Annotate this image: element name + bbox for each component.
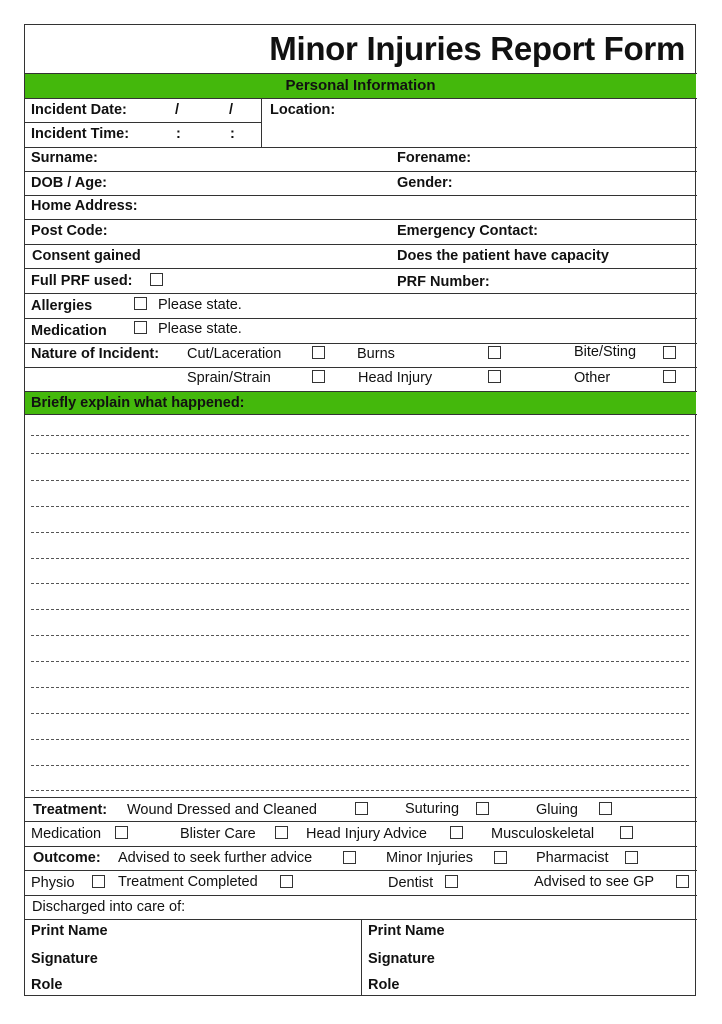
outcome-option-label: Physio	[31, 875, 75, 891]
treatment-option-label: Wound Dressed and Cleaned	[127, 802, 317, 818]
nature-option-label: Head Injury	[358, 370, 433, 386]
musculoskeletal-checkbox[interactable]	[620, 826, 633, 839]
medication-treatment-checkbox[interactable]	[115, 826, 128, 839]
gender-label: Gender:	[397, 175, 453, 191]
outcome-option-label: Dentist	[388, 875, 434, 891]
consent-field[interactable]	[25, 244, 385, 268]
right-print-name-label: Print Name	[368, 923, 445, 939]
allergies-label: Allergies	[31, 298, 93, 314]
incident-time-field[interactable]	[25, 122, 261, 146]
medication-field[interactable]	[260, 318, 696, 343]
writing-line	[31, 435, 689, 436]
writing-line	[31, 661, 689, 662]
divider-line	[24, 870, 697, 871]
date-separator-1: /	[175, 102, 180, 118]
cut-laceration-checkbox[interactable]	[312, 346, 325, 359]
incident-date-label: Incident Date:	[31, 102, 127, 118]
emergency-contact-field[interactable]	[390, 219, 696, 244]
allergies-hint: Please state.	[158, 297, 242, 313]
writing-line	[31, 687, 689, 688]
dentist-checkbox[interactable]	[445, 875, 458, 888]
writing-line	[31, 713, 689, 714]
nature-option-label: Cut/Laceration	[187, 346, 282, 362]
surname-field[interactable]	[25, 147, 385, 171]
writing-line	[31, 453, 689, 454]
divider-line	[24, 821, 697, 822]
writing-line	[31, 532, 689, 533]
wound-dressed-checkbox[interactable]	[355, 802, 368, 815]
right-role-field[interactable]	[465, 972, 695, 995]
nature-of-incident-label: Nature of Incident:	[31, 346, 160, 362]
nature-option-label: Bite/Sting	[574, 344, 637, 360]
writing-line	[31, 635, 689, 636]
home-address-label: Home Address:	[31, 198, 138, 214]
full-prf-label: Full PRF used:	[31, 273, 133, 289]
sprain-strain-checkbox[interactable]	[312, 370, 325, 383]
divider-line	[24, 797, 697, 798]
divider-line	[361, 919, 362, 996]
capacity-label: Does the patient have capacity	[397, 248, 609, 264]
right-role-label: Role	[368, 977, 400, 993]
treatment-label: Treatment:	[33, 802, 108, 818]
left-role-field[interactable]	[130, 972, 358, 995]
outcome-option-label: Minor Injuries	[386, 850, 474, 866]
discharged-label: Discharged into care of:	[32, 899, 186, 915]
other-checkbox[interactable]	[663, 370, 676, 383]
pharmacist-checkbox[interactable]	[625, 851, 638, 864]
outcome-option-label: Pharmacist	[536, 850, 609, 866]
divider-line	[24, 73, 697, 74]
see-gp-checkbox[interactable]	[676, 875, 689, 888]
nature-option-label: Burns	[357, 346, 395, 362]
post-code-field[interactable]	[25, 219, 385, 244]
further-advice-checkbox[interactable]	[343, 851, 356, 864]
incident-time-label: Incident Time:	[31, 126, 130, 142]
suturing-checkbox[interactable]	[476, 802, 489, 815]
right-print-name-field[interactable]	[465, 920, 695, 946]
left-print-name-label: Print Name	[31, 923, 108, 939]
blister-care-checkbox[interactable]	[275, 826, 288, 839]
divider-line	[24, 846, 697, 847]
left-print-name-field[interactable]	[130, 920, 358, 946]
surname-label: Surname:	[31, 150, 98, 166]
full-prf-checkbox[interactable]	[150, 273, 163, 286]
writing-line	[31, 739, 689, 740]
treatment-option-label: Gluing	[536, 802, 578, 818]
writing-line	[31, 506, 689, 507]
forename-field[interactable]	[390, 147, 696, 171]
medication-label: Medication	[31, 323, 107, 339]
gluing-checkbox[interactable]	[599, 802, 612, 815]
time-separator-2: :	[230, 126, 235, 142]
writing-line	[31, 583, 689, 584]
left-signature-field[interactable]	[130, 947, 358, 971]
writing-line	[31, 480, 689, 481]
right-signature-label: Signature	[368, 951, 435, 967]
minor-injuries-checkbox[interactable]	[494, 851, 507, 864]
bite-sting-checkbox[interactable]	[663, 346, 676, 359]
prf-number-label: PRF Number:	[397, 274, 490, 290]
form-title: Minor Injuries Report Form	[269, 30, 685, 67]
consent-label: Consent gained	[32, 248, 141, 264]
explain-title: Briefly explain what happened:	[31, 395, 245, 411]
head-injury-advice-checkbox[interactable]	[450, 826, 463, 839]
forename-label: Forename:	[397, 150, 472, 166]
allergies-field[interactable]	[260, 293, 696, 318]
capacity-field[interactable]	[390, 244, 696, 268]
burns-checkbox[interactable]	[488, 346, 501, 359]
dob-field[interactable]	[25, 171, 385, 195]
treatment-option-label: Suturing	[405, 801, 460, 817]
allergies-checkbox[interactable]	[134, 297, 147, 310]
writing-line	[31, 765, 689, 766]
prf-number-field[interactable]	[390, 268, 696, 293]
outcome-option-label: Advised to see GP	[534, 874, 655, 890]
date-separator-2: /	[229, 102, 234, 118]
treatment-completed-checkbox[interactable]	[280, 875, 293, 888]
gender-field[interactable]	[390, 171, 696, 195]
location-field[interactable]	[262, 98, 696, 147]
outcome-option-label: Treatment Completed	[118, 874, 258, 890]
treatment-option-label: Musculoskeletal	[491, 826, 595, 842]
personal-info-title: Personal Information	[285, 77, 436, 94]
left-signature-label: Signature	[31, 951, 98, 967]
treatment-option-label: Head Injury Advice	[306, 826, 427, 842]
left-role-label: Role	[31, 977, 63, 993]
head-injury-checkbox[interactable]	[488, 370, 501, 383]
nature-option-label: Sprain/Strain	[187, 370, 271, 386]
home-address-field[interactable]	[25, 195, 696, 219]
right-signature-field[interactable]	[465, 947, 695, 971]
discharged-field[interactable]	[200, 895, 696, 919]
writing-line	[31, 609, 689, 610]
medication-hint: Please state.	[158, 321, 242, 337]
writing-line	[31, 790, 689, 791]
medication-checkbox[interactable]	[134, 321, 147, 334]
writing-line	[31, 558, 689, 559]
post-code-label: Post Code:	[31, 223, 108, 239]
personal-info-header	[25, 74, 696, 98]
nature-option-label: Other	[574, 370, 611, 386]
outcome-option-label: Advised to seek further advice	[118, 850, 313, 866]
emergency-contact-label: Emergency Contact:	[397, 223, 539, 239]
physio-checkbox[interactable]	[92, 875, 105, 888]
divider-line	[24, 367, 697, 368]
time-separator-1: :	[176, 126, 181, 142]
outcome-label: Outcome:	[33, 850, 101, 866]
location-label: Location:	[270, 102, 336, 118]
explain-header	[25, 392, 696, 414]
dob-label: DOB / Age:	[31, 175, 107, 191]
treatment-option-label: Medication	[31, 826, 102, 842]
incident-date-field[interactable]	[25, 98, 261, 122]
treatment-option-label: Blister Care	[180, 826, 256, 842]
